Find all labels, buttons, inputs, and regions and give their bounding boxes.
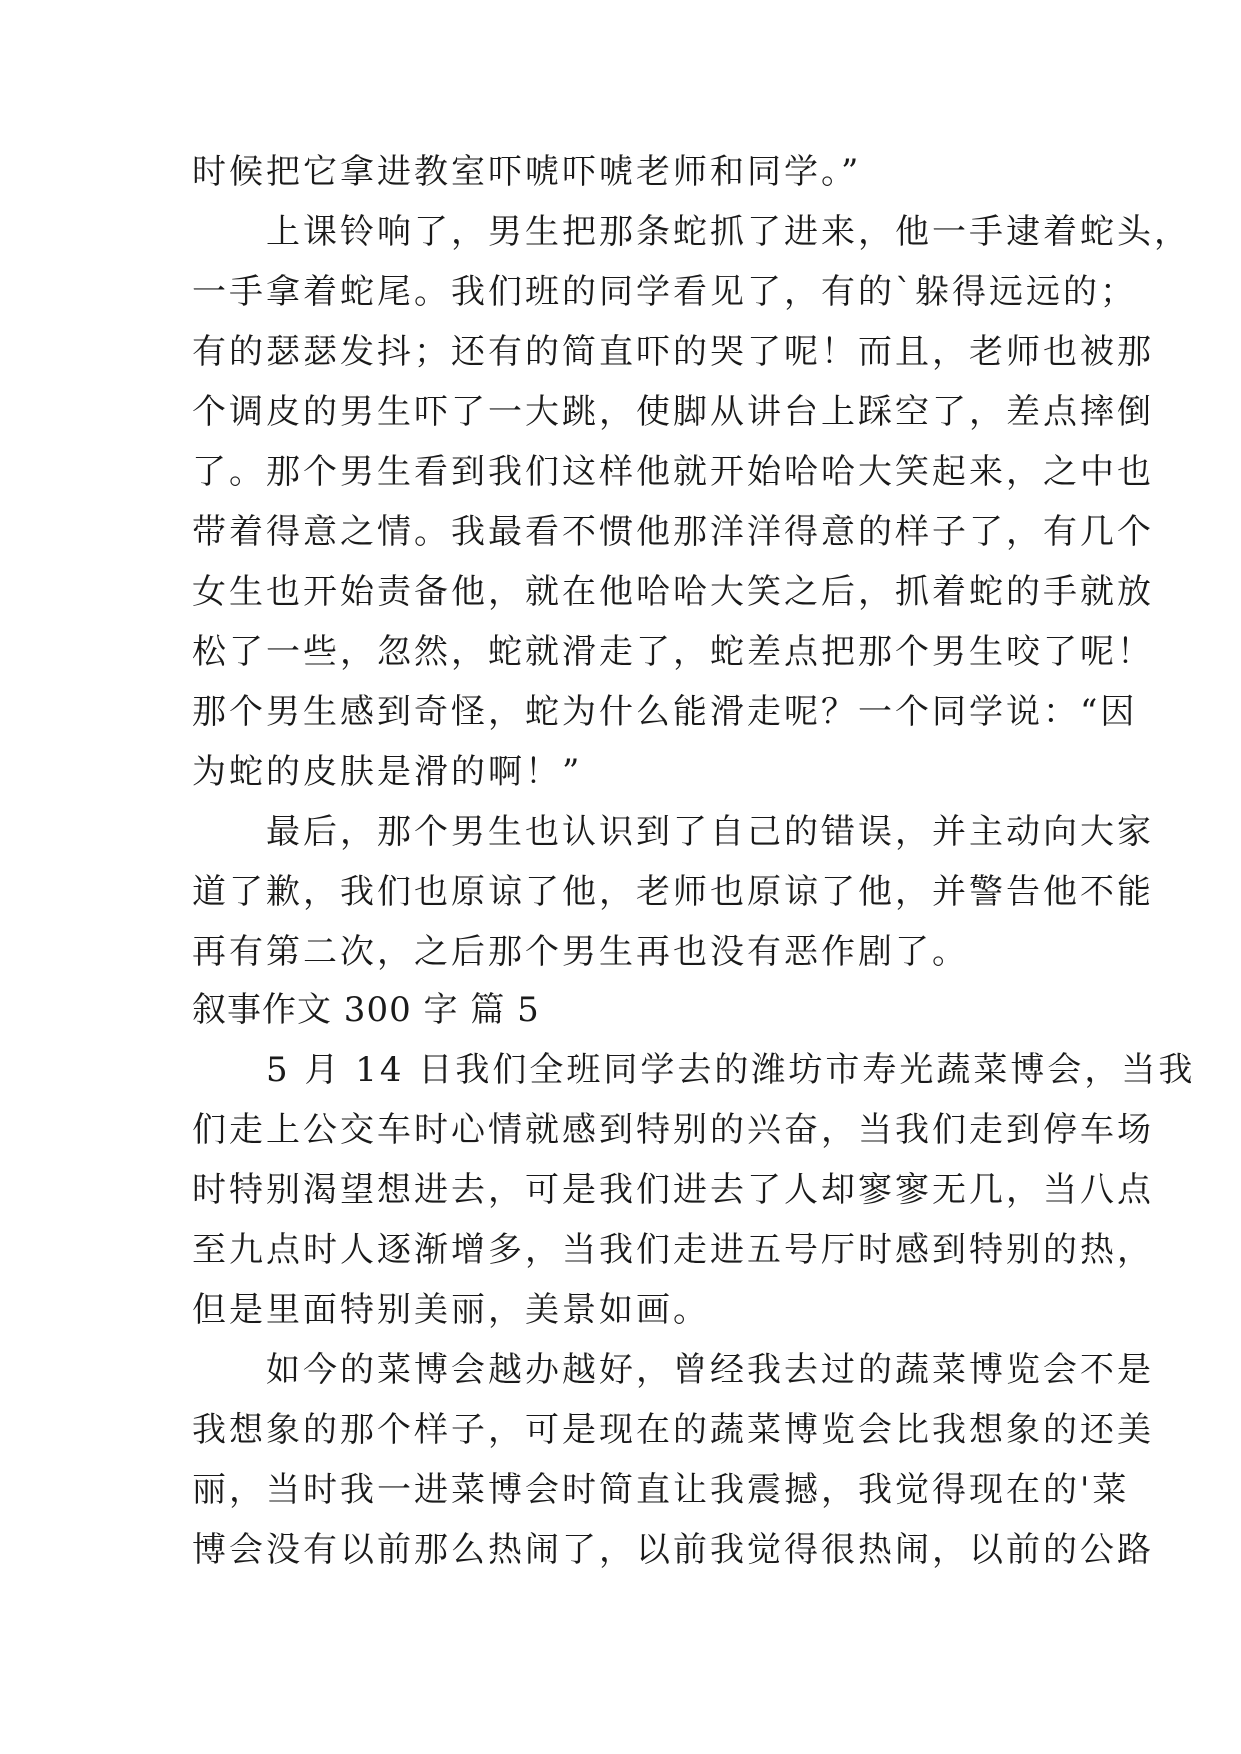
text-line: 再有第二次，之后那个男生再也没有恶作剧了。 [192, 932, 969, 972]
text-line: 一手拿着蛇尾。我们班的同学看见了，有的`躲得远远的； [192, 272, 1137, 312]
text-line: 时特别渴望想进去，可是我们进去了人却寥寥无几，当八点 [192, 1170, 1154, 1210]
text-line: 有的瑟瑟发抖；还有的简直吓的哭了呢！而且，老师也被那 [192, 332, 1154, 372]
text-line: 为蛇的皮肤是滑的啊！” [192, 752, 583, 792]
text-line: 女生也开始责备他，就在他哈哈大笑之后，抓着蛇的手就放 [192, 572, 1154, 612]
section-heading: 叙事作文 300 字 篇 5 [192, 990, 540, 1030]
text-line: 我想象的那个样子，可是现在的蔬菜博览会比我想象的还美 [192, 1410, 1154, 1450]
text-line: 们走上公交车时心情就感到特别的兴奋，当我们走到停车场 [192, 1110, 1154, 1150]
text-line: 了。那个男生看到我们这样他就开始哈哈大笑起来，之中也 [192, 452, 1154, 492]
text-line: 松了一些，忽然，蛇就滑走了，蛇差点把那个男生咬了呢！ [192, 632, 1154, 672]
text-line: 带着得意之情。我最看不惯他那洋洋得意的样子了，有几个 [192, 512, 1154, 552]
text-line: 个调皮的男生吓了一大跳，使脚从讲台上踩空了，差点摔倒 [192, 392, 1154, 432]
text-line: 上课铃响了，男生把那条蛇抓了进来，他一手逮着蛇头， [192, 212, 1191, 252]
text-line: 博会没有以前那么热闹了，以前我觉得很热闹，以前的公路 [192, 1530, 1154, 1570]
text-line: 如今的菜博会越办越好，曾经我去过的蔬菜博览会不是 [192, 1350, 1154, 1390]
text-line: 5 月 14 日我们全班同学去的潍坊市寿光蔬菜博会，当我 [192, 1050, 1196, 1090]
text-line: 最后，那个男生也认识到了自己的错误，并主动向大家 [192, 812, 1154, 852]
text-line: 至九点时人逐渐增多，当我们走进五号厅时感到特别的热， [192, 1230, 1154, 1270]
text-line: 时候把它拿进教室吓唬吓唬老师和同学。” [192, 152, 862, 192]
text-line: 那个男生感到奇怪，蛇为什么能滑走呢？一个同学说：“因 [192, 692, 1138, 732]
text-line: 道了歉，我们也原谅了他，老师也原谅了他，并警告他不能 [192, 872, 1154, 912]
text-line: 丽，当时我一进菜博会时简直让我震撼，我觉得现在的'菜 [192, 1470, 1130, 1510]
text-line: 但是里面特别美丽，美景如画。 [192, 1290, 710, 1330]
